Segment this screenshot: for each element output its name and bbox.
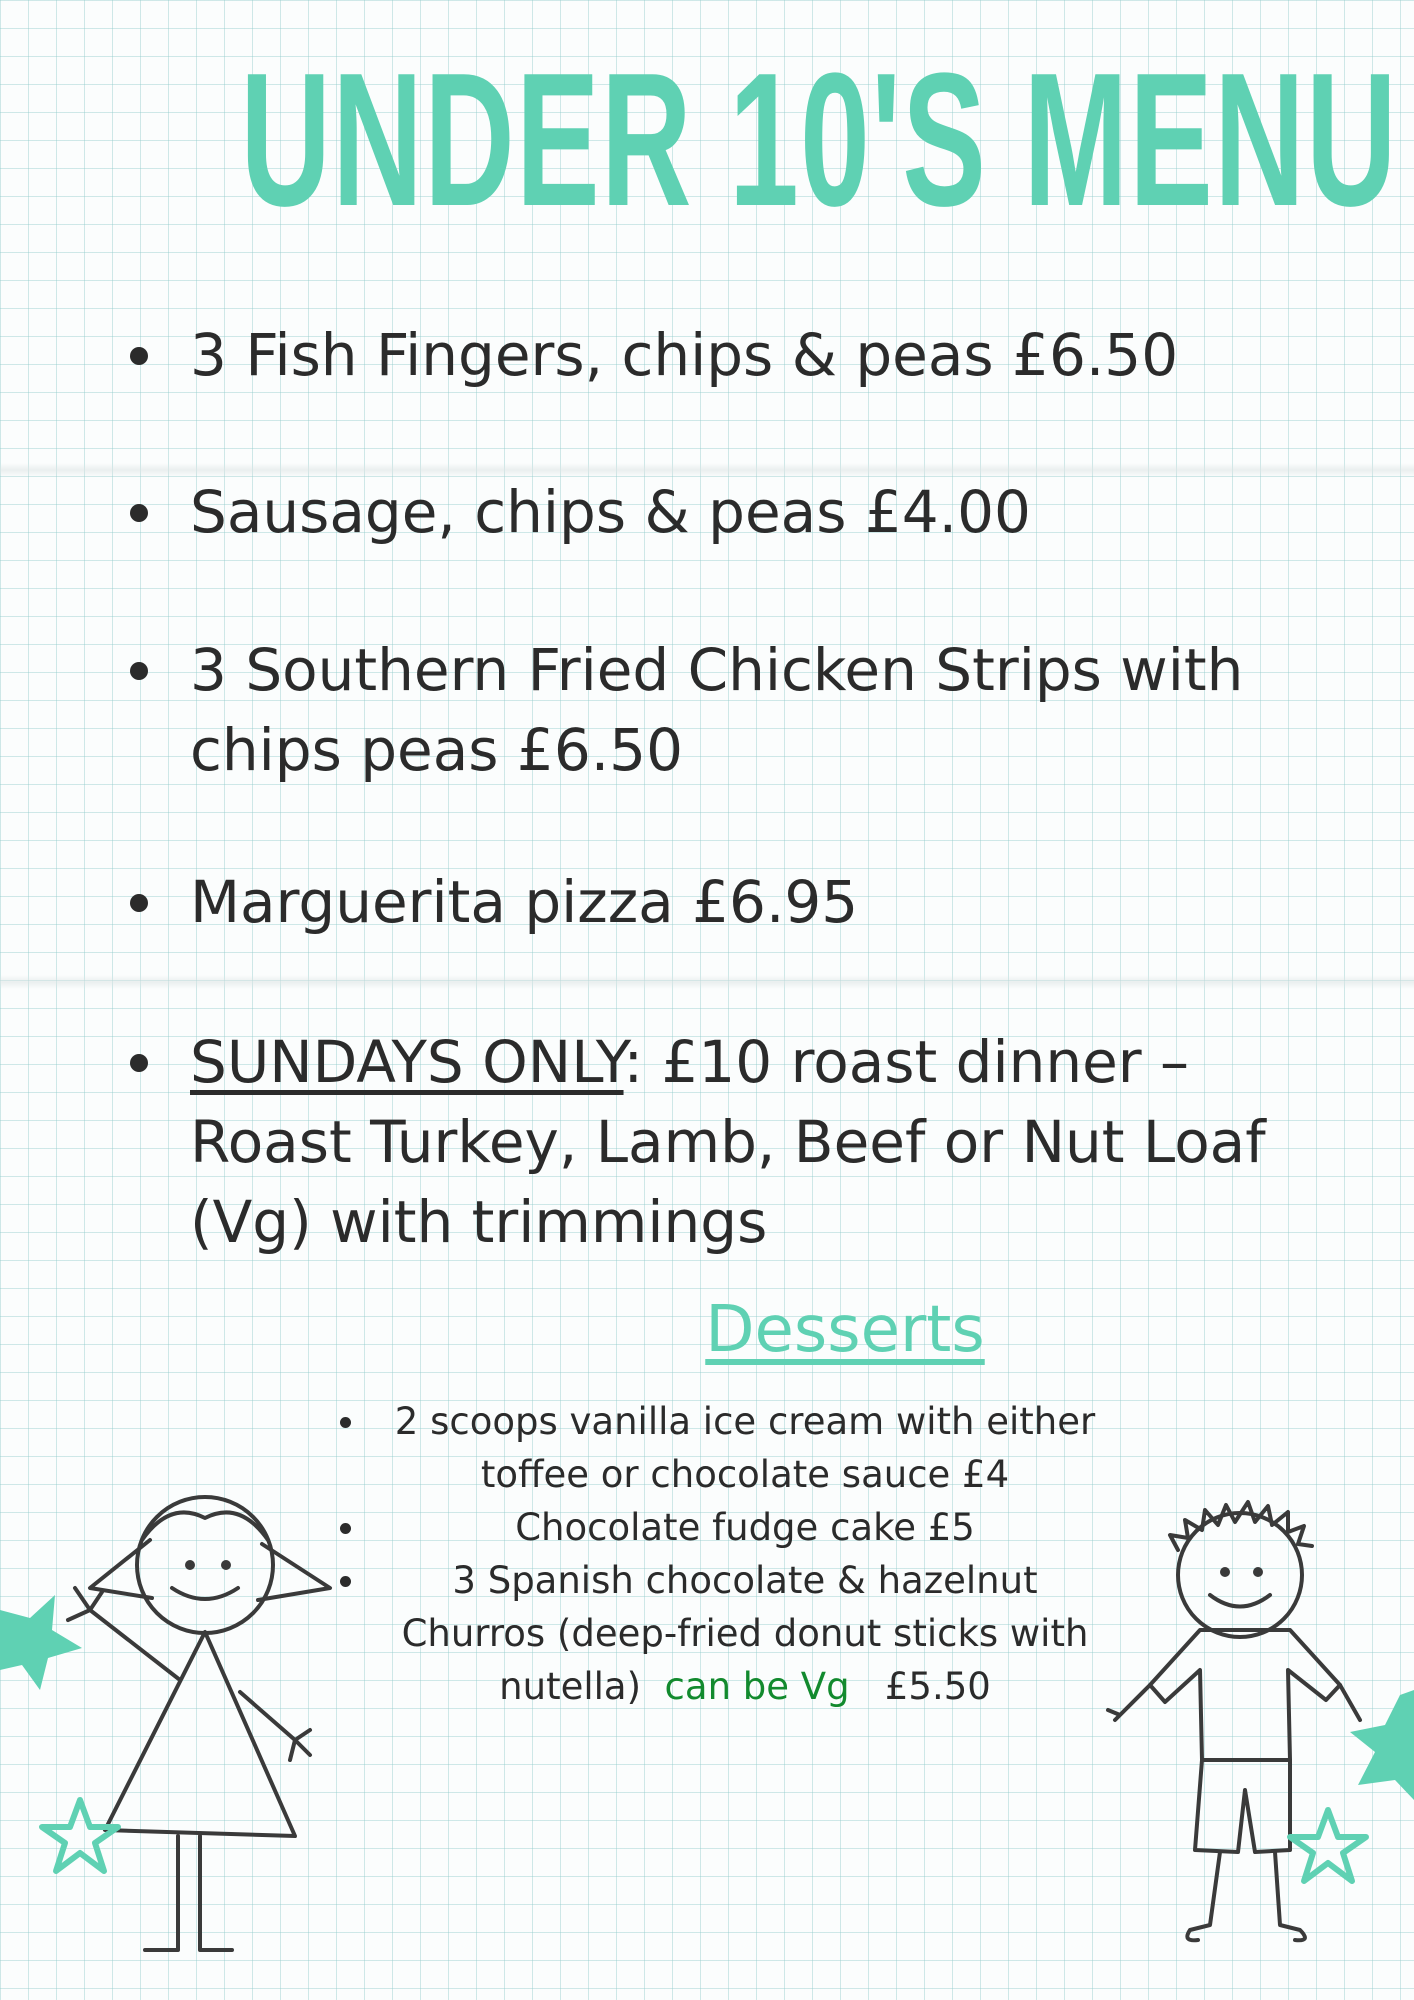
dessert-bullet-icon bbox=[340, 1523, 351, 1534]
dessert-text: nutella) bbox=[499, 1665, 642, 1708]
menu-item-line: Roast Turkey, Lamb, Beef or Nut Loaf bbox=[190, 1108, 1266, 1176]
bullet-icon bbox=[130, 662, 148, 680]
menu-item-fish-fingers bbox=[130, 315, 1280, 395]
star-outline-icon bbox=[40, 1795, 120, 1875]
dessert-line: toffee or chocolate sauce £4 bbox=[480, 1453, 1010, 1496]
menu-item-text: 3 Fish Fingers, chips & peas £6.50 bbox=[190, 321, 1179, 389]
menu-item-pizza bbox=[130, 862, 1280, 942]
star-icon bbox=[0, 1590, 90, 1740]
page-title: UNDER 10'S MENU bbox=[240, 34, 1398, 246]
menu-item-sunday-roast bbox=[130, 1022, 1280, 1262]
menu-item-line: 3 Southern Fried Chicken Strips with bbox=[190, 636, 1244, 704]
dessert-bullet-icon bbox=[340, 1576, 351, 1587]
star-icon bbox=[1340, 1690, 1414, 1810]
sunday-roast-price: : £10 roast dinner – bbox=[623, 1028, 1190, 1096]
menu-item-line bbox=[190, 1022, 1280, 1102]
menu-item-sausage bbox=[130, 472, 1280, 552]
menu-item-text: Sausage, chips & peas £4.00 bbox=[190, 478, 1031, 546]
desserts-heading: Desserts bbox=[705, 1293, 985, 1367]
menu-item-line: (Vg) with trimmings bbox=[190, 1188, 768, 1256]
bullet-icon bbox=[130, 504, 148, 522]
dessert-price: £5.50 bbox=[884, 1665, 991, 1708]
bullet-icon bbox=[130, 347, 148, 365]
dessert-line bbox=[370, 1660, 1120, 1713]
dessert-line: 2 scoops vanilla ice cream with either bbox=[394, 1400, 1096, 1443]
menu-item-text: Marguerita pizza £6.95 bbox=[190, 868, 859, 936]
paper-fold bbox=[0, 975, 1414, 989]
dessert-line: Churros (deep-fried donut sticks with bbox=[401, 1612, 1089, 1655]
menu-item-line: chips peas £6.50 bbox=[190, 716, 683, 784]
bullet-icon bbox=[130, 1054, 148, 1072]
menu-item-chicken-strips bbox=[130, 630, 1280, 790]
bullet-icon bbox=[130, 894, 148, 912]
dessert-line: Chocolate fudge cake £5 bbox=[515, 1506, 975, 1549]
vegan-note: can be Vg bbox=[664, 1665, 850, 1708]
dessert-line: 3 Spanish chocolate & hazelnut bbox=[452, 1559, 1038, 1602]
dessert-bullet-icon bbox=[340, 1417, 351, 1428]
star-outline-icon bbox=[1288, 1805, 1368, 1885]
sundays-only-label: SUNDAYS ONLY bbox=[190, 1028, 624, 1096]
